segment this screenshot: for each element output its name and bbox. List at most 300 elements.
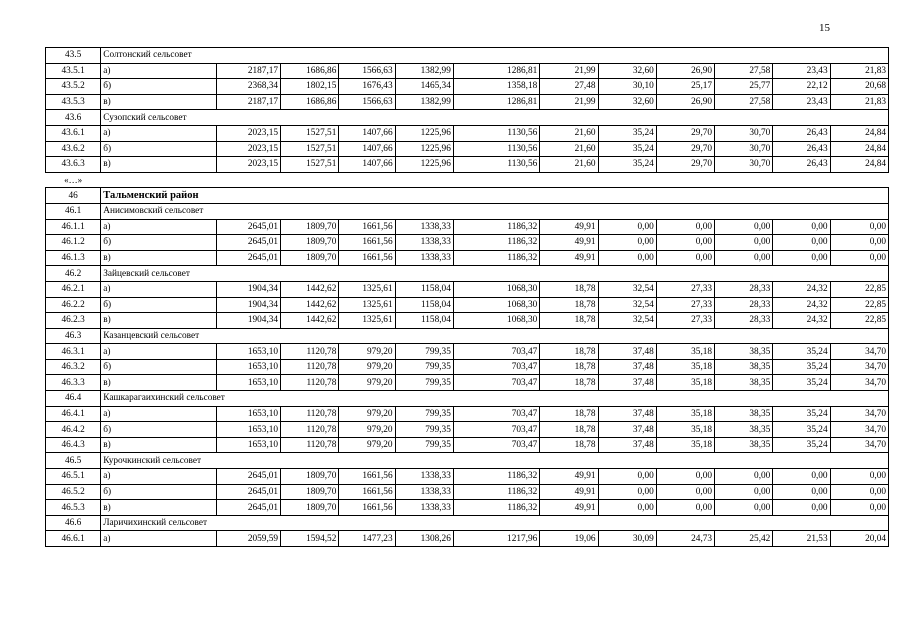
value-cell: 38,35 [715,359,773,375]
value-cell: 1286,81 [453,94,539,110]
table-row [46,422,889,438]
value-cell: 0,00 [773,469,830,485]
value-cell: 799,35 [395,344,453,360]
row-number: 46.2 [46,266,101,282]
page-number: 15 [819,22,830,34]
value-cell: 1225,96 [395,157,453,173]
value-cell: 0,00 [598,469,656,485]
value-cell: 35,18 [656,406,714,422]
value-cell: 30,10 [598,79,656,95]
value-cell: 25,77 [715,79,773,95]
row-number: 46.5.2 [46,484,101,500]
value-cell: 979,20 [339,422,395,438]
value-cell: 18,78 [540,422,598,438]
value-cell: 1338,33 [395,484,453,500]
value-cell: 35,18 [656,359,714,375]
value-cell: 0,00 [773,235,830,251]
value-cell: 1068,30 [453,281,539,297]
value-cell: 703,47 [453,359,539,375]
value-cell: 0,00 [830,219,888,235]
value-cell: 1527,51 [281,157,339,173]
value-cell: 24,84 [830,157,888,173]
table-row [46,375,889,391]
table-row [46,500,889,516]
value-cell: 1130,56 [453,157,539,173]
value-cell: 21,99 [540,94,598,110]
value-cell: 1477,23 [339,531,395,547]
value-cell: 1325,61 [339,281,395,297]
value-cell: 0,00 [715,500,773,516]
value-cell: 37,48 [598,359,656,375]
row-number: 46.4.1 [46,406,101,422]
value-cell: 30,70 [715,125,773,141]
value-cell: 27,33 [656,297,714,313]
value-cell: 38,35 [715,344,773,360]
table-row [46,297,889,313]
value-cell: 35,24 [773,437,830,453]
value-cell: 0,00 [715,469,773,485]
table-row [46,250,889,266]
table-body [46,48,889,547]
row-number: 43.6.3 [46,157,101,173]
row-label: в) [101,500,217,516]
value-cell: 799,35 [395,437,453,453]
value-cell: 28,33 [715,281,773,297]
value-cell: 0,00 [715,219,773,235]
value-cell: 18,78 [540,297,598,313]
value-cell: 1676,43 [339,79,395,95]
value-cell: 18,78 [540,437,598,453]
row-label: в) [101,250,217,266]
value-cell: 34,70 [830,375,888,391]
table-row [46,63,889,79]
row-number: 43.6.2 [46,141,101,157]
value-cell: 1325,61 [339,297,395,313]
value-cell: 2645,01 [216,484,280,500]
value-cell: 2023,15 [216,141,280,157]
value-cell: 2023,15 [216,157,280,173]
row-number: 46.1 [46,203,101,219]
table-row [46,344,889,360]
value-cell: 1802,15 [281,79,339,95]
value-cell: 18,78 [540,281,598,297]
value-cell: 27,48 [540,79,598,95]
table-row [46,359,889,375]
value-cell: 979,20 [339,375,395,391]
table-row [46,141,889,157]
row-number: 43.6.1 [46,125,101,141]
settlement-name: Зайцевский сельсовет [101,266,889,282]
value-cell: 18,78 [540,375,598,391]
value-cell: 37,48 [598,406,656,422]
value-cell: 979,20 [339,344,395,360]
value-cell: 799,35 [395,422,453,438]
row-number: 46.2.3 [46,313,101,329]
value-cell: 703,47 [453,375,539,391]
table-row [46,157,889,173]
value-cell: 2645,01 [216,219,280,235]
row-number: 46.4.2 [46,422,101,438]
value-cell: 1186,32 [453,250,539,266]
value-cell: 24,32 [773,281,830,297]
value-cell: 2645,01 [216,500,280,516]
value-cell: 2645,01 [216,469,280,485]
value-cell: 1661,56 [339,484,395,500]
row-number: 46.3.3 [46,375,101,391]
value-cell: 37,48 [598,437,656,453]
row-label: а) [101,531,217,547]
value-cell: 703,47 [453,406,539,422]
value-cell: 1120,78 [281,406,339,422]
table-row [46,125,889,141]
value-cell: 2023,15 [216,125,280,141]
ellipsis-row [46,172,889,188]
value-cell: 2187,17 [216,94,280,110]
value-cell: 37,48 [598,375,656,391]
row-number: 46.4 [46,391,101,407]
settlement-header-row [46,203,889,219]
value-cell: 0,00 [656,250,714,266]
table-row [46,235,889,251]
row-label: а) [101,63,217,79]
row-number: 46 [46,188,101,204]
value-cell: 1686,86 [281,63,339,79]
value-cell: 32,54 [598,281,656,297]
value-cell: 19,06 [540,531,598,547]
value-cell: 1653,10 [216,344,280,360]
value-cell: 29,70 [656,141,714,157]
row-number: 46.1.3 [46,250,101,266]
row-label: в) [101,375,217,391]
value-cell: 35,24 [598,141,656,157]
value-cell: 38,35 [715,375,773,391]
value-cell: 1527,51 [281,125,339,141]
row-label: в) [101,437,217,453]
value-cell: 21,60 [540,125,598,141]
value-cell: 1338,33 [395,250,453,266]
value-cell: 26,43 [773,141,830,157]
value-cell: 0,00 [830,250,888,266]
value-cell: 1527,51 [281,141,339,157]
value-cell: 20,04 [830,531,888,547]
row-number: 43.5.2 [46,79,101,95]
value-cell: 26,43 [773,125,830,141]
value-cell: 21,83 [830,94,888,110]
row-number: 46.5.1 [46,469,101,485]
row-label: б) [101,235,217,251]
row-number: 46.3.1 [46,344,101,360]
value-cell: 34,70 [830,359,888,375]
value-cell: 25,42 [715,531,773,547]
value-cell: 49,91 [540,484,598,500]
row-label: в) [101,157,217,173]
value-cell: 34,70 [830,406,888,422]
value-cell: 703,47 [453,422,539,438]
row-label: б) [101,79,217,95]
value-cell: 1120,78 [281,359,339,375]
value-cell: 2187,17 [216,63,280,79]
value-cell: 799,35 [395,406,453,422]
value-cell: 1594,52 [281,531,339,547]
value-cell: 32,60 [598,63,656,79]
value-cell: 35,18 [656,344,714,360]
settlement-header-row [46,391,889,407]
value-cell: 32,54 [598,313,656,329]
value-cell: 1358,18 [453,79,539,95]
value-cell: 1120,78 [281,422,339,438]
value-cell: 0,00 [656,219,714,235]
value-cell: 1661,56 [339,219,395,235]
value-cell: 28,33 [715,297,773,313]
value-cell: 703,47 [453,437,539,453]
value-cell: 1338,33 [395,235,453,251]
value-cell: 22,85 [830,313,888,329]
row-label: а) [101,219,217,235]
table-row [46,531,889,547]
row-number: 46.1.1 [46,219,101,235]
table-row [46,281,889,297]
value-cell: 1653,10 [216,406,280,422]
settlement-header-row [46,453,889,469]
value-cell: 1653,10 [216,422,280,438]
row-number: 46.5.3 [46,500,101,516]
value-cell: 35,24 [773,375,830,391]
value-cell: 0,00 [773,500,830,516]
row-number: 43.5.3 [46,94,101,110]
value-cell: 1442,62 [281,281,339,297]
value-cell: 24,84 [830,141,888,157]
value-cell: 49,91 [540,219,598,235]
value-cell: 0,00 [598,235,656,251]
value-cell: 1068,30 [453,313,539,329]
value-cell: 49,91 [540,500,598,516]
value-cell: 799,35 [395,375,453,391]
value-cell: 35,18 [656,375,714,391]
value-cell: 35,24 [598,125,656,141]
value-cell: 2059,59 [216,531,280,547]
table-row [46,219,889,235]
value-cell: 1120,78 [281,344,339,360]
value-cell: 35,24 [773,344,830,360]
value-cell: 0,00 [830,235,888,251]
value-cell: 35,24 [598,157,656,173]
value-cell: 1158,04 [395,297,453,313]
value-cell: 1186,32 [453,500,539,516]
value-cell: 27,33 [656,281,714,297]
value-cell: 24,32 [773,297,830,313]
settlement-header-row [46,110,889,126]
table-row [46,469,889,485]
value-cell: 0,00 [830,484,888,500]
value-cell: 0,00 [715,250,773,266]
row-label: а) [101,281,217,297]
row-label: б) [101,297,217,313]
row-label: б) [101,141,217,157]
value-cell: 1661,56 [339,250,395,266]
row-number: 46.1.2 [46,235,101,251]
value-cell: 1186,32 [453,469,539,485]
table-row [46,484,889,500]
row-number: 46.3.2 [46,359,101,375]
value-cell: 0,00 [773,250,830,266]
row-number: 46.2.2 [46,297,101,313]
value-cell: 28,33 [715,313,773,329]
value-cell: 1465,34 [395,79,453,95]
value-cell: 21,83 [830,63,888,79]
value-cell: 1653,10 [216,359,280,375]
value-cell: 30,70 [715,157,773,173]
value-cell: 1158,04 [395,313,453,329]
row-label: б) [101,484,217,500]
value-cell: 0,00 [715,235,773,251]
value-cell: 34,70 [830,344,888,360]
value-cell: 1653,10 [216,437,280,453]
value-cell: 1442,62 [281,313,339,329]
value-cell: 2645,01 [216,235,280,251]
value-cell: 979,20 [339,437,395,453]
value-cell: 1186,32 [453,235,539,251]
value-cell: 26,43 [773,157,830,173]
settlement-header-row [46,48,889,64]
row-number: 43.6 [46,110,101,126]
value-cell: 22,12 [773,79,830,95]
value-cell: 0,00 [598,484,656,500]
value-cell: 38,35 [715,422,773,438]
value-cell: 0,00 [598,250,656,266]
value-cell: 0,00 [656,484,714,500]
value-cell: 1308,26 [395,531,453,547]
value-cell: 21,53 [773,531,830,547]
value-cell: 26,90 [656,63,714,79]
value-cell: 49,91 [540,469,598,485]
value-cell: 18,78 [540,359,598,375]
district-row [46,188,889,204]
value-cell: 29,70 [656,157,714,173]
value-cell: 1325,61 [339,313,395,329]
value-cell: 979,20 [339,359,395,375]
value-cell: 32,60 [598,94,656,110]
value-cell: 1442,62 [281,297,339,313]
table-row [46,437,889,453]
value-cell: 0,00 [598,500,656,516]
value-cell: 0,00 [830,469,888,485]
value-cell: 20,68 [830,79,888,95]
value-cell: 1120,78 [281,375,339,391]
value-cell: 1904,34 [216,313,280,329]
settlement-header-row [46,328,889,344]
value-cell: 1068,30 [453,297,539,313]
value-cell: 37,48 [598,422,656,438]
value-cell: 24,73 [656,531,714,547]
value-cell: 1382,99 [395,63,453,79]
row-number: 46.3 [46,328,101,344]
value-cell: 27,33 [656,313,714,329]
district-name: Тальменский район [101,188,889,204]
row-number: 43.5.1 [46,63,101,79]
value-cell: 37,48 [598,344,656,360]
row-label: б) [101,422,217,438]
value-cell: 1286,81 [453,63,539,79]
value-cell: 34,70 [830,437,888,453]
value-cell: 35,18 [656,422,714,438]
row-number: 46.6.1 [46,531,101,547]
value-cell: 1661,56 [339,469,395,485]
value-cell: 1407,66 [339,125,395,141]
settlement-name: Курочкинский сельсовет [101,453,889,469]
value-cell: 35,24 [773,359,830,375]
value-cell: 1407,66 [339,141,395,157]
value-cell: 1382,99 [395,94,453,110]
row-label: а) [101,125,217,141]
value-cell: 34,70 [830,422,888,438]
row-label: а) [101,406,217,422]
value-cell: 1130,56 [453,141,539,157]
value-cell: 0,00 [656,235,714,251]
value-cell: 1338,33 [395,469,453,485]
value-cell: 1809,70 [281,235,339,251]
value-cell: 1686,86 [281,94,339,110]
value-cell: 24,84 [830,125,888,141]
value-cell: 18,78 [540,406,598,422]
value-cell: 35,24 [773,406,830,422]
empty-cell [101,172,889,188]
value-cell: 1186,32 [453,484,539,500]
settlement-name: Кашкарагаихинский сельсовет [101,391,889,407]
value-cell: 1338,33 [395,500,453,516]
value-cell: 27,58 [715,63,773,79]
value-cell: 1338,33 [395,219,453,235]
value-cell: 38,35 [715,437,773,453]
value-cell: 21,60 [540,157,598,173]
value-cell: 1809,70 [281,484,339,500]
value-cell: 18,78 [540,344,598,360]
value-cell: 49,91 [540,250,598,266]
value-cell: 38,35 [715,406,773,422]
value-cell: 49,91 [540,235,598,251]
value-cell: 1225,96 [395,141,453,157]
value-cell: 0,00 [830,500,888,516]
value-cell: 1186,32 [453,219,539,235]
value-cell: 1120,78 [281,437,339,453]
value-cell: 35,18 [656,437,714,453]
row-number: 46.4.3 [46,437,101,453]
row-label: б) [101,359,217,375]
row-label: а) [101,344,217,360]
table-row [46,79,889,95]
settlement-name: Казанцевский сельсовет [101,328,889,344]
settlement-name: Сузопский сельсовет [101,110,889,126]
table-row [46,313,889,329]
value-cell: 1809,70 [281,469,339,485]
value-cell: 1661,56 [339,235,395,251]
value-cell: 1809,70 [281,219,339,235]
row-label: в) [101,313,217,329]
value-cell: 21,99 [540,63,598,79]
value-cell: 1225,96 [395,125,453,141]
value-cell: 23,43 [773,63,830,79]
settlement-header-row [46,515,889,531]
value-cell: 0,00 [715,484,773,500]
value-cell: 25,17 [656,79,714,95]
table-row [46,406,889,422]
row-label: в) [101,94,217,110]
value-cell: 1904,34 [216,281,280,297]
row-number: 46.6 [46,515,101,531]
value-cell: 0,00 [656,469,714,485]
value-cell: 1661,56 [339,500,395,516]
value-cell: 2368,34 [216,79,280,95]
value-cell: 27,58 [715,94,773,110]
